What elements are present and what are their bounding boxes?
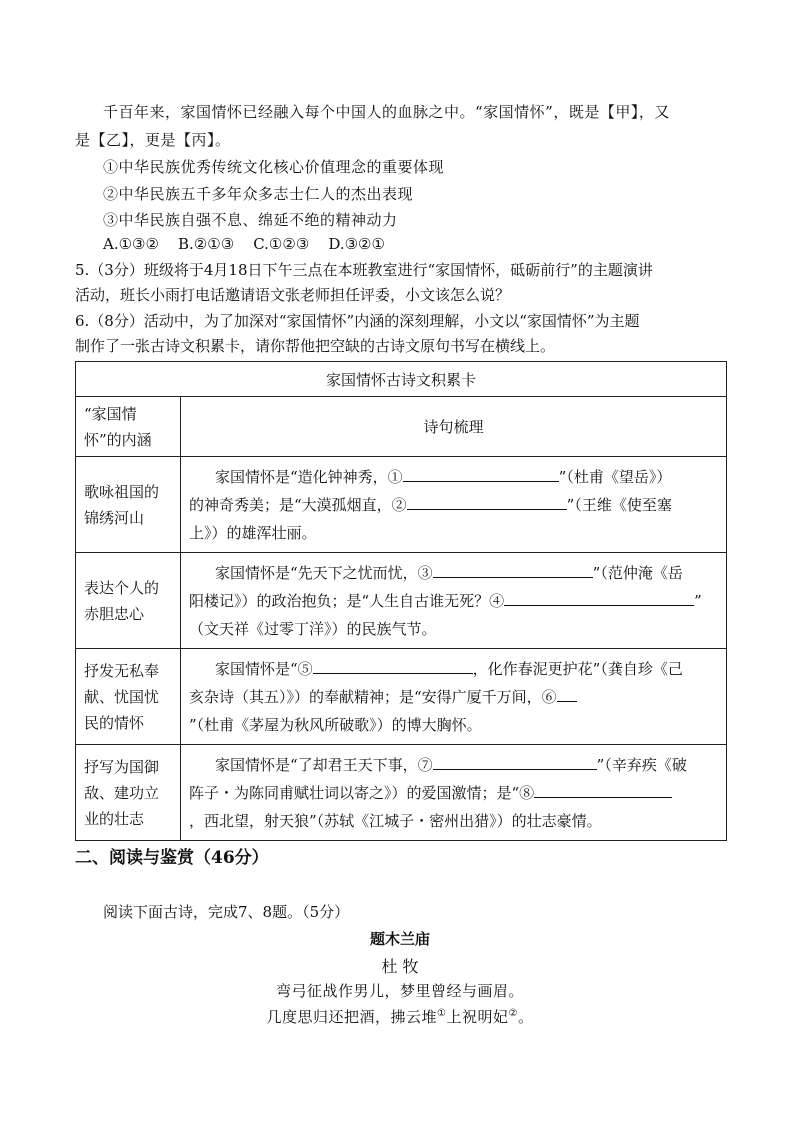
blank-8[interactable] xyxy=(534,779,672,798)
row-3-content: 家国情怀是“⑤ ，化作春泥更护花”（龚自珍《己 亥杂诗（其五）》）的奉献精神；是“安得广厦千万间，⑥ ”（杜甫《茅屋为秋风所破歌》）的博大胸怀。 xyxy=(181,649,727,745)
footnote-2: ② xyxy=(508,1008,518,1019)
col-header-poems: 诗句梳理 xyxy=(181,397,727,457)
blank-7[interactable] xyxy=(433,751,597,770)
category-3: 抒发无私奉献、忧国忧民的情怀 xyxy=(76,649,181,745)
poem-author: 杜 牧 xyxy=(381,957,419,976)
reading-instruction: 阅读下面古诗，完成7、8题。（5分） xyxy=(103,903,350,921)
row-2-content: 家国情怀是“先天下之忧而忧，③ ”（范仲淹《岳 阳楼记》）的政治抱负；是“人生自古谁无死？④ ” （文天祥《过零丁洋》）的民族气节。 xyxy=(181,553,727,649)
q6-line-2: 制作了一张古诗文积累卡，请你帮他把空缺的古诗文原句书写在横线上。 xyxy=(75,337,556,355)
row-1-content: 家国情怀是“造化钟神秀，① ”（杜甫《望岳》） 的神奇秀美；是“大漠孤烟直，② ”（王维《使至塞 上》）的雄浑壮丽。 xyxy=(181,457,727,553)
option-1: ①中华民族优秀传统文化核心价值理念的重要体现 xyxy=(103,158,445,176)
poem-title: 题木兰庙 xyxy=(369,930,430,948)
q5-line-2: 活动，班长小雨打电话邀请语文张老师担任评委，小文该怎么说？ xyxy=(75,286,511,304)
poetry-card-table xyxy=(75,361,727,841)
intro-line-2: 是【乙】，更是【丙】。 xyxy=(75,131,231,149)
category-2: 表达个人的赤胆忠心 xyxy=(76,553,181,649)
section-2-title: 二、阅读与鉴赏（46分） xyxy=(75,848,269,868)
q5-line-1: 5.（3分）班级将于4月18日下午三点在本班教室进行“家国情怀，砥砺前行”的主题演讲 xyxy=(75,261,653,279)
option-3: ③中华民族自强不息、绵延不绝的精神动力 xyxy=(103,211,398,229)
blank-6[interactable] xyxy=(557,683,577,702)
blank-4[interactable] xyxy=(504,587,694,606)
col-header-meaning: “家国情怀”的内涵 xyxy=(76,397,181,457)
category-1: 歌咏祖国的锦绣河山 xyxy=(76,457,181,553)
q6-line-1: 6.（8分）活动中，为了加深对“家国情怀”内涵的深刻理解，小文以“家国情怀”为主题 xyxy=(75,312,640,330)
blank-2[interactable] xyxy=(407,491,567,510)
answer-choices: A.①③② B.②①③ C.①②③ D.③②① xyxy=(103,235,385,253)
option-2: ②中华民族五千多年众多志士仁人的杰出表现 xyxy=(103,185,414,203)
card-title: 家国情怀古诗文积累卡 xyxy=(76,362,727,397)
blank-5[interactable] xyxy=(313,655,473,674)
row-4-content: 家国情怀是“了却君王天下事，⑦ ”（辛弃疾《破 阵子・为陈同甫赋壮词以寄之》）的爱国激情；是“⑧ ，西北望，射天狼”（苏轼《江城子・密州出猎》）的壮志豪情。 xyxy=(181,745,727,841)
blank-1[interactable] xyxy=(403,463,559,482)
poem-line-1: 弯弓征战作男儿，梦里曾经与画眉。 xyxy=(275,982,524,1000)
footnote-1: ① xyxy=(437,1008,447,1019)
poem-line-2: 几度思归还把酒，拂云堆①上祝明妃②。 xyxy=(266,1008,534,1026)
intro-line-1: 千百年来，家国情怀已经融入每个中国人的血脉之中。“家国情怀”，既是【甲】，又 xyxy=(103,103,670,121)
blank-3[interactable] xyxy=(433,559,593,578)
category-4: 抒写为国御敌、建功立业的壮志 xyxy=(76,745,181,841)
